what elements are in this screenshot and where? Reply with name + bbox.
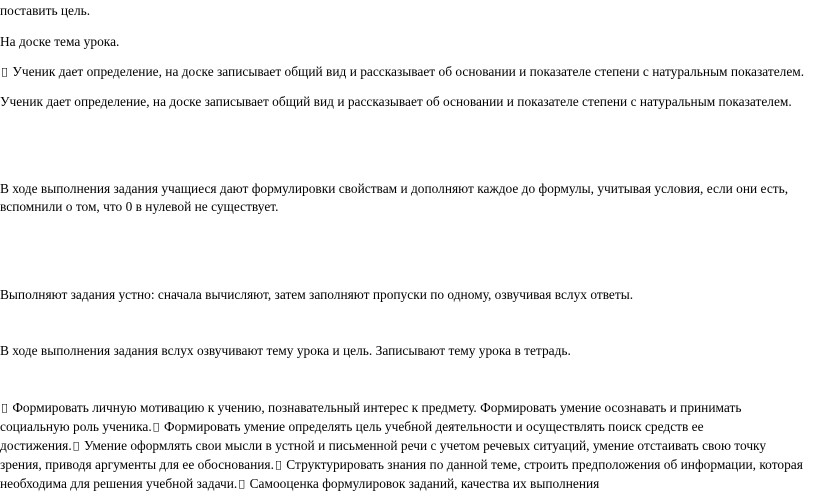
text-line-5: В ходе выполнения задания учащиеся дают формулировки свойствам и дополняют каждое до формулы, учитывая условия, если они есть, [0, 181, 789, 196]
competency-2a: Формировать умение определять цель учебной деятельности и осуществлять поиск средств ее [160, 418, 704, 433]
text-line-1: поставить цель. [0, 3, 91, 18]
text-line-7: Выполняют задания устно: сначала вычисляют, затем заполняют пропуски по одному, озвучивая вслух ответы. [0, 287, 634, 302]
text-line-6: вспомнили о том, что 0 в нулевой не существует. [0, 199, 279, 214]
competency-3a: Умение оформлять свои мысли в устной и письменной речи с учетом речевых ситуаций, умение отстаивать свою точку [80, 436, 767, 451]
bullet-icon [274, 457, 283, 475]
competency-1b: социальную роль ученика. [0, 418, 152, 433]
competency-2b: достижения. [0, 436, 72, 451]
text-line-2: На доске тема урока. [0, 34, 120, 49]
text-line-3-body: Ученик дает определение, на доске записывает общий вид и рассказывает об основании и показателе степени с натуральным показателем. [12, 64, 805, 79]
bullet-icon [152, 419, 161, 437]
bullet-icon [237, 476, 246, 494]
bullet-icon [0, 64, 9, 82]
competency-4b: необходима для решения учебной задачи. [0, 472, 238, 487]
competency-4a: Структурировать знания по данной теме, строить предположения об информации, которая [282, 454, 803, 469]
text-line-8: В ходе выполнения задания вслух озвучивают тему урока и цель. Записывают тему урока в тетрадь. [0, 343, 571, 358]
bullet-icon [0, 400, 9, 418]
competency-5: Самооценка формулировок заданий, качества их выполнения [246, 472, 600, 487]
text-line-3 [0, 63, 804, 82]
competencies-paragraph [0, 399, 810, 494]
text-line-4: Ученик дает определение, на доске записывает общий вид и рассказывает об основании и показателе степени с натуральным показателем. [0, 94, 792, 109]
competency-3b: зрения, приводя аргументы для ее обоснования. [0, 454, 274, 469]
bullet-icon [72, 438, 81, 456]
competency-1a: Формировать личную мотивацию к учению, познавательный интерес к предмету. Формировать умение осознавать и принимать [9, 400, 742, 415]
